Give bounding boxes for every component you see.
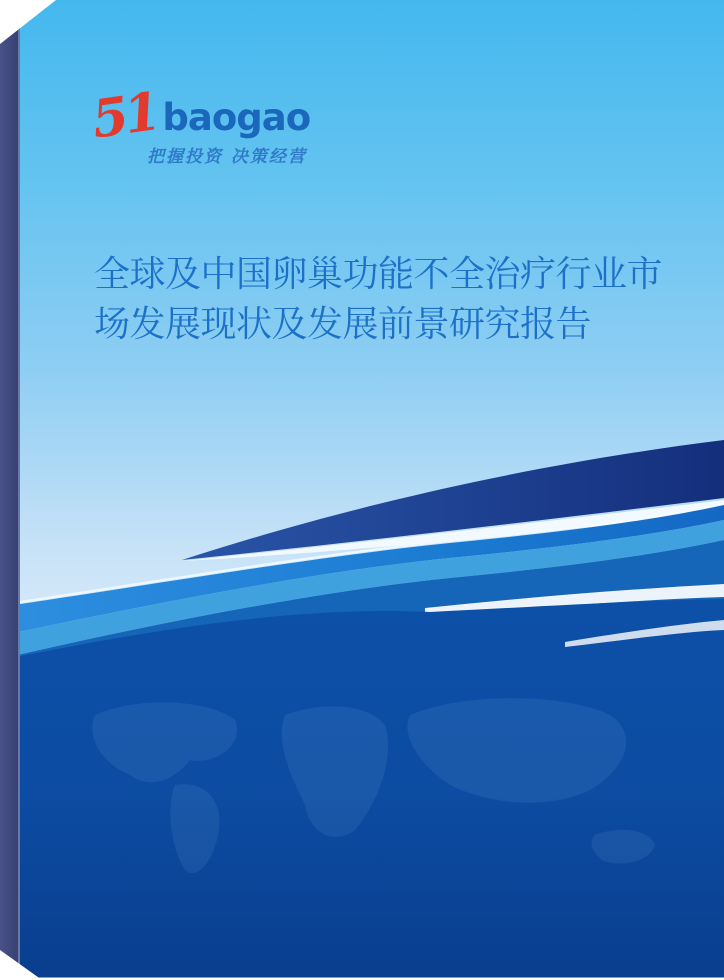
logo-tagline: 把握投资 决策经营 <box>147 147 307 167</box>
left-spine <box>0 0 20 980</box>
report-title-line-2: 场发展现状及发展前景研究报告 <box>94 304 592 345</box>
left-spine-highlight <box>18 0 20 980</box>
report-title-line-1: 全球及中国卵巢功能不全治疗行业市 <box>94 254 663 295</box>
logo-51-mark: 51 <box>88 81 161 151</box>
report-title <box>94 250 694 350</box>
logo-wordmark-row <box>88 81 412 151</box>
logo <box>88 81 412 167</box>
logo-wordmark: baogao <box>162 96 311 139</box>
